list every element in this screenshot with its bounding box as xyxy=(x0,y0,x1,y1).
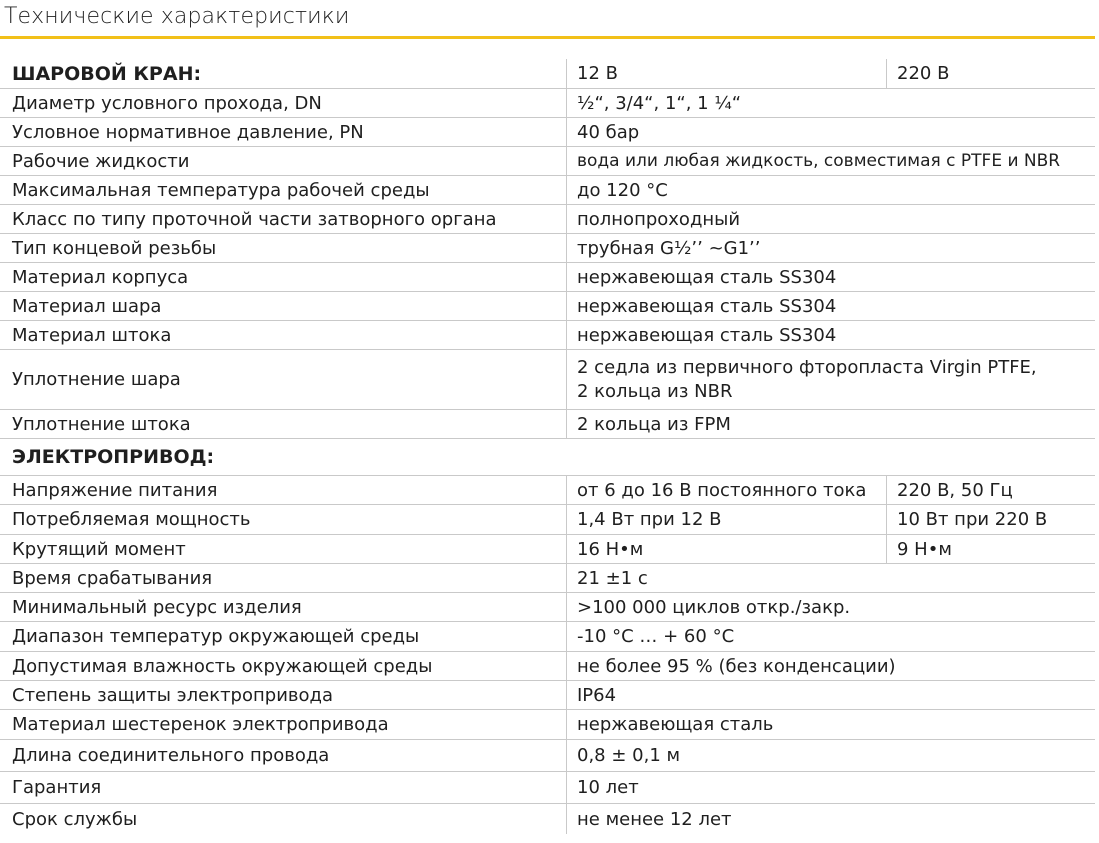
table-row xyxy=(0,118,1095,147)
table-row xyxy=(0,772,1095,804)
row-value-220v: 220 В, 50 Гц xyxy=(886,476,1095,504)
table-row xyxy=(0,205,1095,234)
row-value: не менее 12 лет xyxy=(566,804,1095,834)
row-label: Диапазон температур окружающей среды xyxy=(12,626,420,647)
row-value: нержавеющая сталь xyxy=(566,710,1095,739)
table-row xyxy=(0,292,1095,321)
row-label: Срок службы xyxy=(12,808,138,830)
table-row xyxy=(0,740,1095,772)
row-label: Тип концевой резьбы xyxy=(12,237,217,259)
row-value: нержавеющая сталь SS304 xyxy=(566,292,1095,320)
row-label: Напряжение питания xyxy=(12,479,218,501)
section-title: ШАРОВОЙ КРАН: xyxy=(12,62,202,85)
row-label: Минимальный ресурс изделия xyxy=(12,596,302,618)
row-value: 2 кольца из FPM xyxy=(566,410,1095,438)
table-row xyxy=(0,234,1095,263)
row-value: IP64 xyxy=(566,681,1095,709)
table-row xyxy=(0,622,1095,652)
table-row xyxy=(0,410,1095,439)
row-value-line: 2 кольца из NBR xyxy=(577,380,733,402)
row-value: ½“, 3/4“, 1“, 1 ¼“ xyxy=(566,89,1095,117)
table-row xyxy=(0,710,1095,740)
row-label: Допустимая влажность окружающей среды xyxy=(12,655,433,677)
table-row xyxy=(0,804,1095,834)
row-label: Класс по типу проточной части затворного органа xyxy=(12,208,497,230)
table-row xyxy=(0,593,1095,622)
row-value-line: 2 седла из первичного фторопласта Virgin PTFE, xyxy=(577,356,1037,378)
row-value-12v: 16 Н•м xyxy=(566,535,886,563)
row-label: Рабочие жидкости xyxy=(12,150,190,172)
table-row xyxy=(0,564,1095,593)
row-value: вода или любая жидкость, совместимая с PTFE и NBR xyxy=(566,147,1095,175)
row-value: не более 95 % (без конденсации) xyxy=(566,652,1095,680)
row-label: Диаметр условного прохода, DN xyxy=(12,92,322,114)
row-label: Крутящий момент xyxy=(12,538,186,560)
row-value: трубная G½’’ ~G1’’ xyxy=(566,234,1095,262)
table-row xyxy=(0,505,1095,535)
row-label: Условное нормативное давление, PN xyxy=(12,121,364,143)
row-label: Длина соединительного провода xyxy=(12,745,330,766)
row-value: 10 лет xyxy=(566,772,1095,803)
row-value: 21 ±1 с xyxy=(566,564,1095,592)
row-value-220v: 10 Вт при 220 В xyxy=(886,505,1095,534)
table-row xyxy=(0,263,1095,292)
row-value: нержавеющая сталь SS304 xyxy=(566,321,1095,349)
row-label: Потребляемая мощность xyxy=(12,509,251,530)
row-label: Материал корпуса xyxy=(12,266,189,288)
row-value: полнопроходный xyxy=(566,205,1095,233)
table-row xyxy=(0,475,1095,505)
table-row xyxy=(0,147,1095,176)
row-value: нержавеющая сталь SS304 xyxy=(566,263,1095,291)
row-value xyxy=(566,350,1095,409)
row-value: -10 °С … + 60 °С xyxy=(566,622,1095,651)
row-label: Степень защиты электропривода xyxy=(12,684,333,706)
table-row xyxy=(0,321,1095,350)
column-header-220v: 220 В xyxy=(886,59,1095,88)
row-label: Гарантия xyxy=(12,777,102,798)
specs-table xyxy=(0,59,1095,834)
row-value: до 120 °С xyxy=(566,176,1095,204)
row-value-12v: 1,4 Вт при 12 В xyxy=(566,505,886,534)
section-header-actuator xyxy=(0,439,1095,475)
title-divider xyxy=(0,36,1095,39)
table-row xyxy=(0,89,1095,118)
row-value-12v: от 6 до 16 В постоянного тока xyxy=(566,476,886,504)
column-header-12v: 12 В xyxy=(566,59,886,88)
row-label: Максимальная температура рабочей среды xyxy=(12,179,430,201)
row-value-220v: 9 Н•м xyxy=(886,535,1095,563)
section-title: ЭЛЕКТРОПРИВОД: xyxy=(12,446,215,468)
row-label: Материал шестеренок электропривода xyxy=(12,714,389,735)
row-label: Материал штока xyxy=(12,324,172,346)
row-label: Материал шара xyxy=(12,295,162,317)
row-label: Уплотнение шара xyxy=(12,369,181,390)
table-row xyxy=(0,652,1095,681)
row-value: 40 бар xyxy=(566,118,1095,146)
table-row xyxy=(0,350,1095,410)
page-title: Технические характеристики xyxy=(4,4,350,29)
row-label: Время срабатывания xyxy=(12,567,213,589)
row-label: Уплотнение штока xyxy=(12,413,191,435)
row-value: >100 000 циклов откр./закр. xyxy=(566,593,1095,621)
row-value: 0,8 ± 0,1 м xyxy=(566,740,1095,771)
table-row xyxy=(0,681,1095,710)
section-header-ball-valve xyxy=(0,59,1095,89)
table-row xyxy=(0,535,1095,564)
table-row xyxy=(0,176,1095,205)
